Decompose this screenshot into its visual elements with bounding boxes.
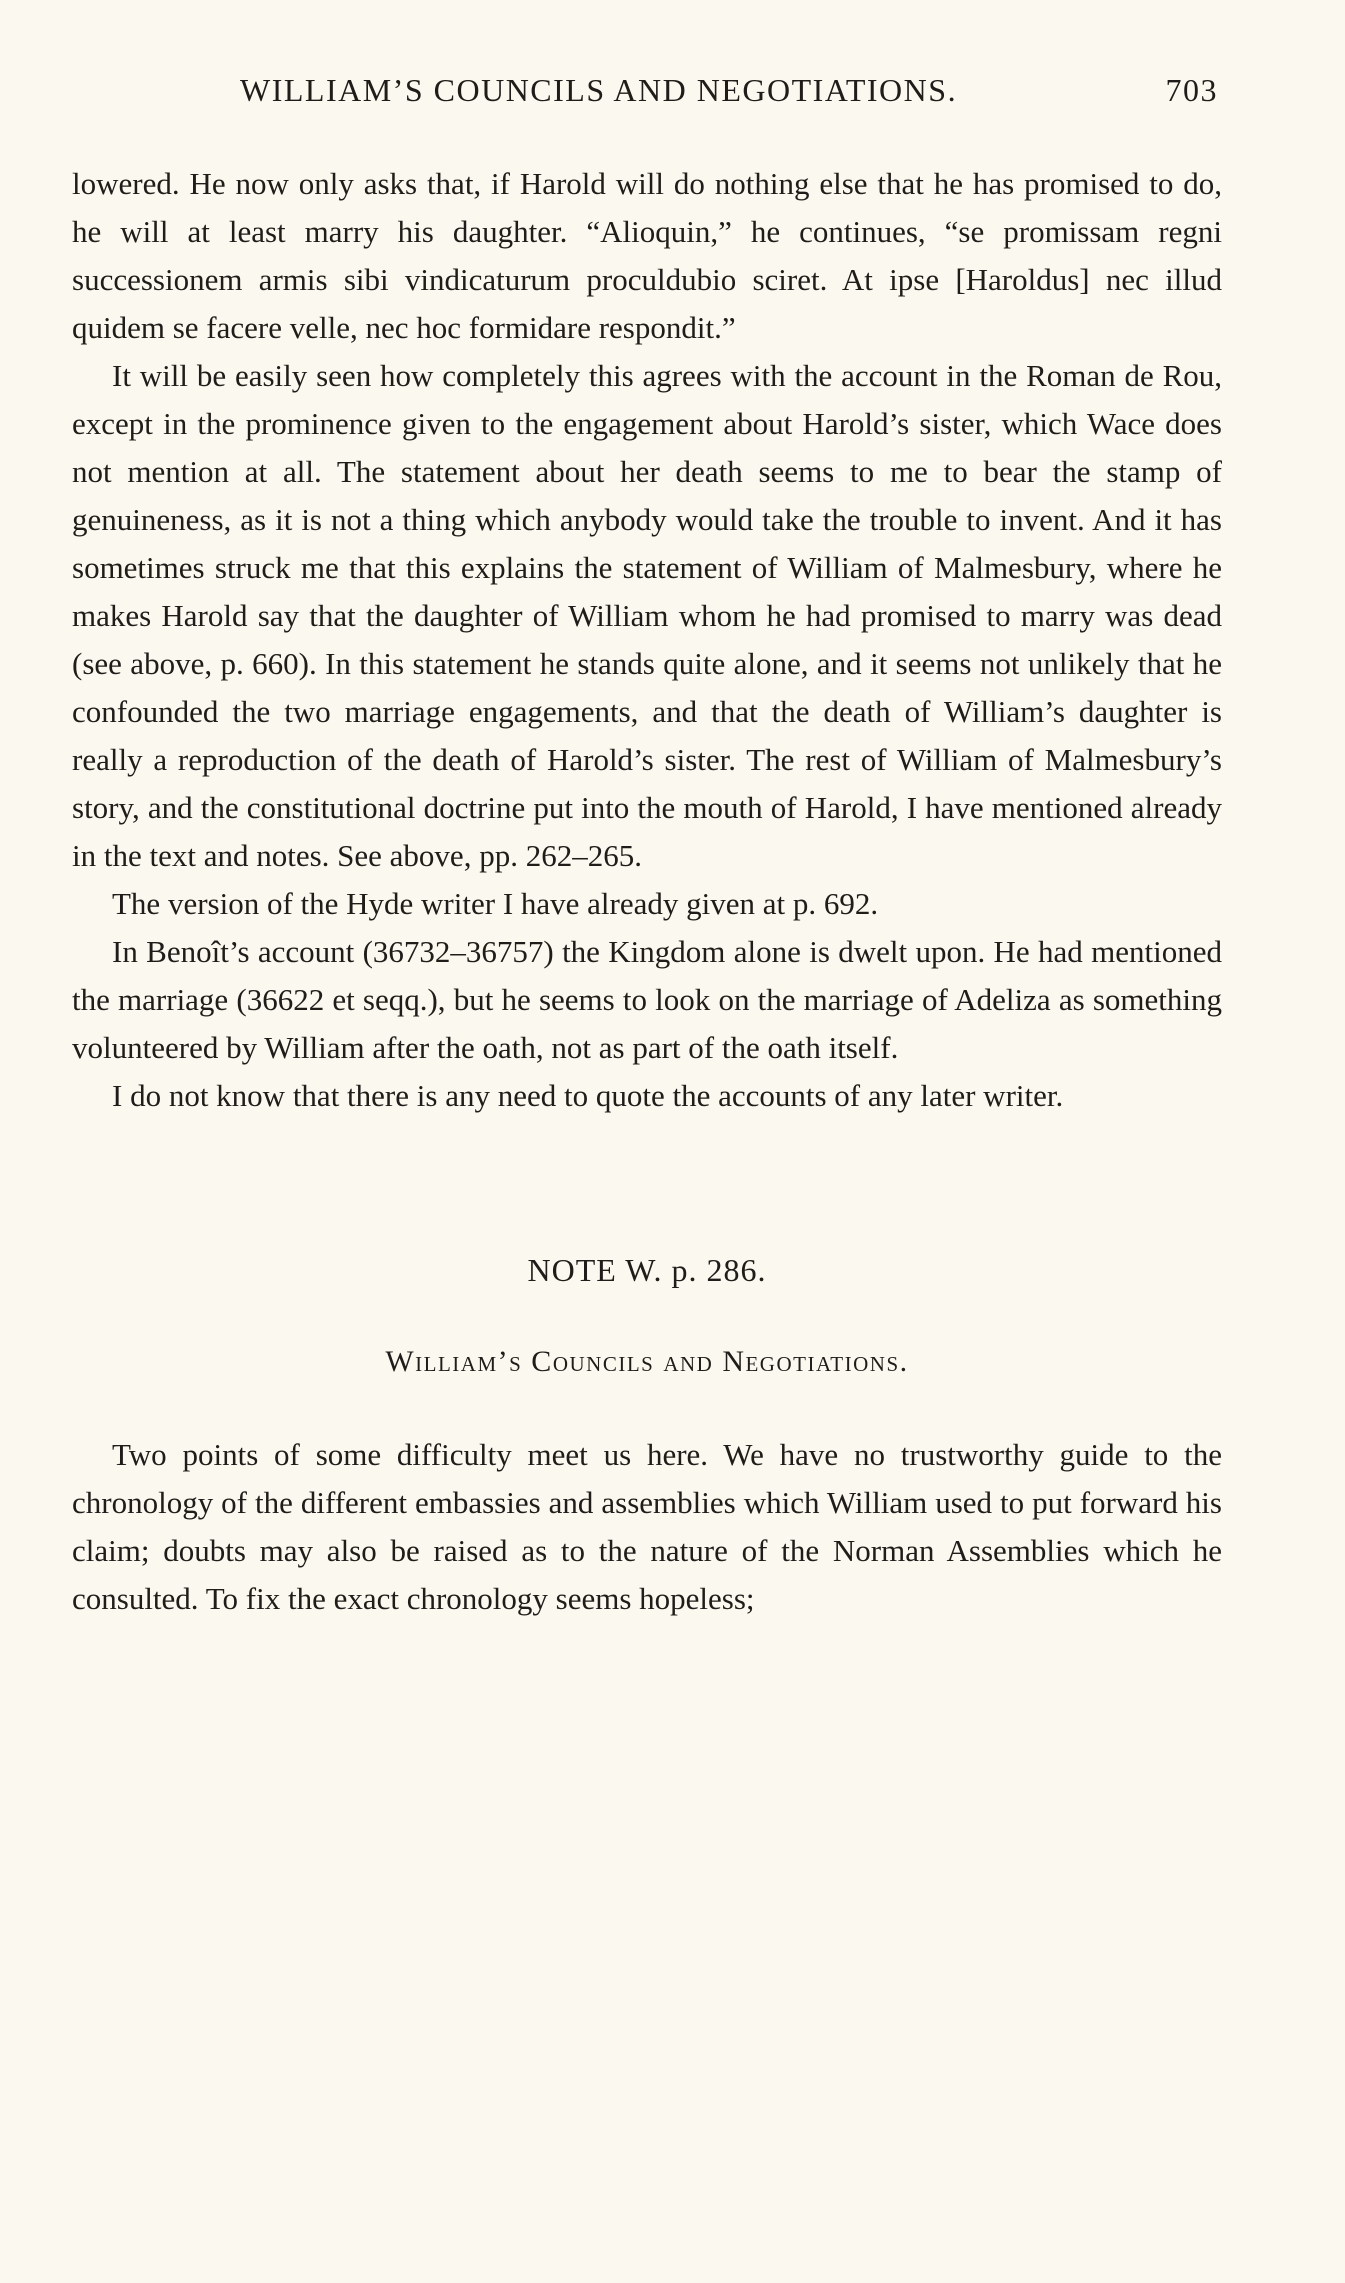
running-head <box>72 60 1222 120</box>
paragraph-continued: lowered. He now only asks that, if Harold will do nothing else that he has promised to do, he will at least marry his daughter. “Alioquin,” he continues, “se promissam regni successionem armis sibi vindicaturum proculdubio sciret. At ipse [Haroldus] nec illud quidem se facere velle, nec hoc formidare respondit.” <box>72 166 1222 345</box>
page-number: 703 <box>1165 72 1218 108</box>
body-text <box>72 160 1222 1120</box>
paragraph: In Benoît’s account (36732–36757) the Kingdom alone is dwelt upon. He had mentioned the marriage (36622 et seqq.), but he seems to look on the marriage of Adeliza as something volunteered by William after the oath, not as part of the oath itself. <box>72 934 1222 1065</box>
note-paragraph: Two points of some difficulty meet us here. We have no trustworthy guide to the chronology of the different embassies and assemblies which William used to put forward his claim; doubts may also be raised as to the nature of the Norman Assemblies which he consulted. To fix the exact chronology seems hopeless; <box>72 1437 1222 1616</box>
note-heading: NOTE W. p. 286. <box>527 1252 767 1288</box>
note-text <box>72 1431 1222 1623</box>
note-subheading: William’s Councils and Negotiations. <box>385 1345 909 1378</box>
paragraph: The version of the Hyde writer I have already given at p. 692. <box>112 886 879 921</box>
paragraph: It will be easily seen how completely this agrees with the account in the Roman de Rou, except in the prominence given to the engagement about Harold’s sister, which Wace does not mention at all. The statement about her death seems to me to bear the stamp of genuineness, as it is not a thing which anybody would take the trouble to invent. And it has sometimes struck me that this explains the statement of William of Malmesbury, where he makes Harold say that the daughter of William whom he had promised to marry was dead (see above, p. 660). In this statement he stands quite alone, and it seems not unlikely that he confounded the two marriage engagements, and that the death of William’s daughter is really a reproduction of the death of Harold’s sister. The rest of William of Malmesbury’s story, and the constitutional doctrine put into the mouth of Harold, I have mentioned already in the text and notes. See above, pp. 262–265. <box>72 358 1222 873</box>
running-head-title: WILLIAM’S COUNCILS AND NEGOTIATIONS. <box>240 72 958 108</box>
paragraph: I do not know that there is any need to quote the accounts of any later writer. <box>112 1078 1064 1113</box>
book-page <box>72 60 1222 1623</box>
